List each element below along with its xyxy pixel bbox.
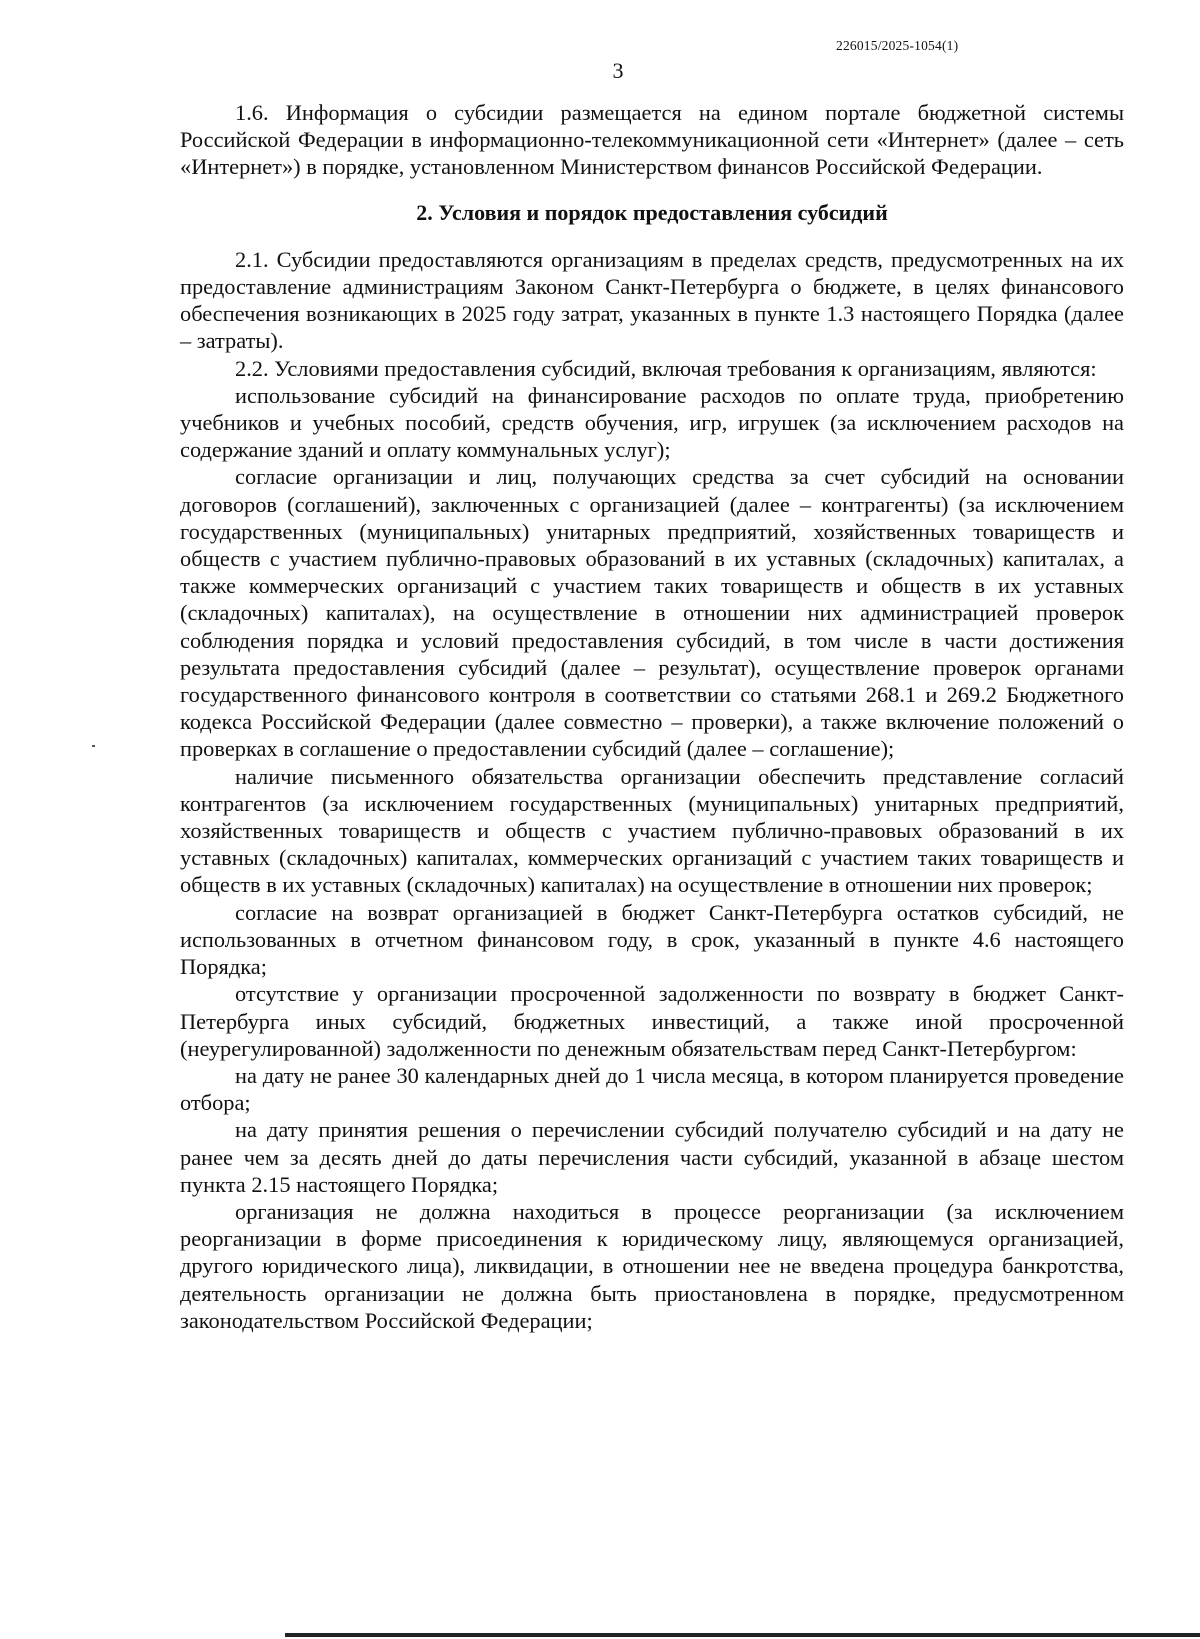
document-body [180, 99, 1124, 1334]
condition-item: наличие письменного обязательства организации обеспечить представление согласий контрагентов (за исключением государственных (муниципальных) унитарных предприятий, хозяйственных товариществ и обществ с участием публично-правовых образований в их уставных (складочных) капиталах, коммерческих организаций с участием таких товариществ и обществ в их уставных (складочных) капиталах) на осуществление в отношении них проверок; [180, 763, 1124, 898]
page-number: 3 [612, 58, 624, 83]
section-2-heading: 2. Условия и порядок предоставления субсидий [416, 199, 888, 225]
condition-item: организация не должна находиться в процессе реорганизации (за исключением реорганизации в форме присоединения к юридическому лицу, являющемуся организацией, другого юридического лица), ликвидации, в отношении нее не введена процедура банкротства, деятельность организации не должна быть приостановлена в порядке, предусмотренном законодательством Российской Федерации; [180, 1198, 1124, 1333]
condition-item: согласие организации и лиц, получающих средства за счет субсидий на основании договоров (соглашений), заключенных с организацией (далее – контрагенты) (за исключением государственных (муниципальных) унитарных предприятий, хозяйственных товариществ и обществ с участием публично-правовых образований в их уставных (складочных) капиталах, а также коммерческих организаций с участием таких товариществ и обществ в их уставных (складочных) капиталах), на осуществление в отношении них администрацией проверок соблюдения порядка и условий предоставления субсидий, в том числе в части достижения результата предоставления субсидий (далее – результат), осуществление проверок органами государственного финансового контроля в соответствии со статьями 268.1 и 269.2 Бюджетного кодекса Российской Федерации (далее совместно – проверки), а также включение положений о проверках в соглашение о предоставлении субсидий (далее – соглашение); [180, 464, 1124, 762]
paragraph-1-6: 1.6. Информация о субсидии размещается на едином портале бюджетной системы Российской Федерации в информационно-телекоммуникационной сети «Интернет» (далее – сеть «Интернет») в порядке, установленном Министерством финансов Российской Федерации. [180, 100, 1124, 180]
condition-item: отсутствие у организации просроченной задолженности по возврату в бюджет Санкт-Петербурга иных субсидий, бюджетных инвестиций, а также иной просроченной (неурегулированной) задолженности по денежным обязательствам перед Санкт-Петербургом: [180, 981, 1124, 1061]
scan-artifact [92, 745, 95, 747]
paragraph-2-1: 2.1. Субсидии предоставляются организациям в пределах средств, предусмотренных на их предоставление администрациям Законом Санкт-Петербурга о бюджете, в целях финансового обеспечения возникающих в 2025 году затрат, указанных в пункте 1.3 настоящего Порядка (далее – затраты). [180, 246, 1124, 354]
condition-item: на дату не ранее 30 календарных дней до 1 числа месяца, в котором планируется проведение отбора; [180, 1062, 1124, 1116]
paragraph-2-2: 2.2. Условиями предоставления субсидий, включая требования к организациям, являются: [235, 355, 1097, 381]
document-registration-number: 226015/2025-1054(1) [836, 38, 959, 53]
condition-item: использование субсидий на финансирование расходов по оплате труда, приобретению учебников и учебных пособий, средств обучения, игр, игрушек (за исключением расходов на содержание зданий и оплату коммунальных услуг); [180, 382, 1124, 463]
page-bottom-edge [285, 1633, 1200, 1637]
condition-item: согласие на возврат организацией в бюджет Санкт-Петербурга остатков субсидий, не использованных в отчетном финансовом году, в срок, указанный в пункте 4.6 настоящего Порядка; [180, 899, 1124, 980]
condition-item: на дату принятия решения о перечислении субсидий получателю субсидий и на дату не ранее чем за десять дней до даты перечисления части субсидий, указанной в абзаце шестом пункта 2.15 настоящего Порядка; [180, 1117, 1124, 1197]
